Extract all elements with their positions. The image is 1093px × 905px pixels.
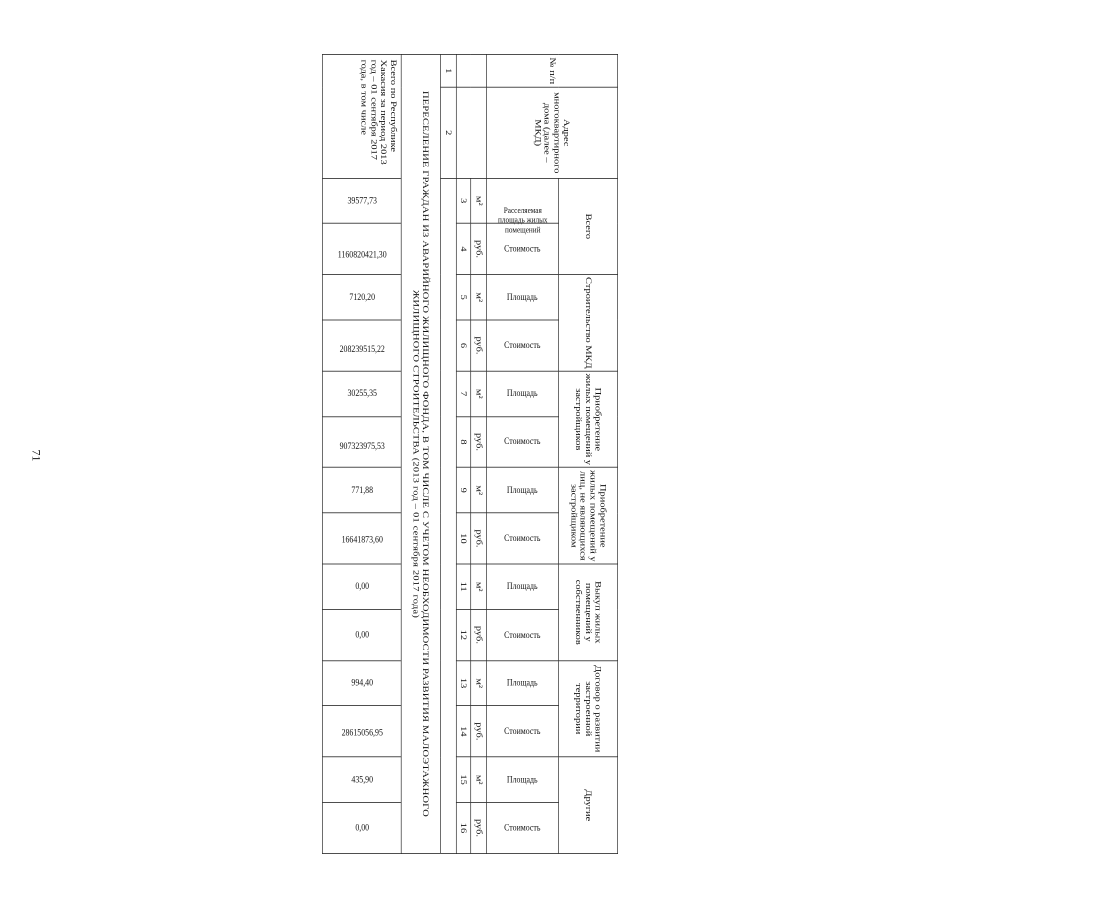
unit-cell: руб.: [471, 513, 487, 564]
column-number: 6: [456, 320, 470, 371]
column-number: 10: [456, 513, 470, 564]
subheader-area: Площадь: [486, 371, 558, 416]
subheader-area: Площадь: [486, 564, 558, 609]
total-value: 435,90: [322, 757, 401, 802]
spacer: [441, 178, 457, 854]
subheader-cost: Стоимость: [486, 609, 558, 660]
total-value: 39577,73: [322, 178, 401, 223]
column-number: 9: [456, 468, 470, 513]
document-table-frame: [93, 54, 1093, 854]
total-row-label: Всего по Республике Хакасия за период 2013 год – 01 сентября 2017 года, в том числе: [322, 54, 401, 178]
subheader-cost: Стоимость: [486, 513, 558, 564]
header-buyout: Выкуп жилых помещений у собственников: [559, 564, 618, 660]
total-value: 16641873,60: [322, 513, 401, 564]
column-number: 3: [456, 178, 470, 223]
header-total: Всего: [559, 178, 618, 274]
unit-cell: м²: [471, 468, 487, 513]
header-no: № п/п: [486, 54, 617, 87]
units-blank: [456, 54, 486, 87]
header-other: Другие: [559, 757, 618, 854]
total-value: 208239515,22: [322, 320, 401, 371]
column-number: 4: [456, 223, 470, 274]
header-acq-dev: Приобретение жилых помещений у застройщиков: [559, 371, 618, 467]
column-number: 12: [456, 609, 470, 660]
column-number: 16: [456, 802, 470, 853]
subheader-area: Площадь: [486, 757, 558, 802]
subheader-area: Площадь: [486, 275, 558, 320]
header-address: Адрес многоквартирного дома (далее – МКД): [486, 87, 617, 178]
total-value: 771,88: [322, 468, 401, 513]
unit-cell: руб.: [471, 609, 487, 660]
total-value: 0,00: [322, 609, 401, 660]
total-value: 30255,35: [322, 371, 401, 416]
header-acq-nondev: Приобретение жилых помещений у лиц, не являющихся застройщиком: [559, 468, 618, 564]
subheader-cost: Стоимость: [486, 416, 558, 467]
subheader-cost: Стоимость: [486, 802, 558, 853]
section-title: ПЕРЕСЕЛЕНИЕ ГРАЖДАН ИЗ АВАРИЙНОГО ЖИЛИЩНОГО ФОНДА, В ТОМ ЧИСЛЕ С УЧЕТОМ НЕОБХОДИМОСТИ РАЗВИТИЯ МАЛОЭТАЖНОГО ЖИЛИЩНОГО СТРОИТЕЛЬСТВА (2013 год – 01 сентября 2017 года): [401, 54, 440, 853]
unit-cell: руб.: [471, 223, 487, 274]
header-construction: Строительство МКД: [559, 275, 618, 371]
column-number: 1: [441, 54, 457, 87]
total-value: 0,00: [322, 802, 401, 853]
unit-cell: руб.: [471, 706, 487, 757]
subheader-resettled-area: Расселяемая площадь жилых помещений: [486, 178, 558, 223]
unit-cell: м²: [471, 275, 487, 320]
column-number: 11: [456, 564, 470, 609]
units-blank: [456, 87, 486, 178]
total-value: 1160820421,30: [322, 223, 401, 274]
subheader-area: Площадь: [486, 468, 558, 513]
unit-cell: м²: [471, 178, 487, 223]
subheader-cost: Стоимость: [486, 223, 558, 274]
total-value: 0,00: [322, 564, 401, 609]
subheader-area: Площадь: [486, 661, 558, 706]
subheader-cost: Стоимость: [486, 320, 558, 371]
unit-cell: руб.: [471, 416, 487, 467]
column-number: 5: [456, 275, 470, 320]
column-number: 14: [456, 706, 470, 757]
column-number: 15: [456, 757, 470, 802]
column-number: 2: [441, 87, 457, 178]
total-value: 907323975,53: [322, 416, 401, 467]
page-number: 71: [29, 449, 44, 462]
total-value: 28615056,95: [322, 706, 401, 757]
column-number: 13: [456, 661, 470, 706]
total-value: 7120,20: [322, 275, 401, 320]
subheader-cost: Стоимость: [486, 706, 558, 757]
column-number: 7: [456, 371, 470, 416]
unit-cell: м²: [471, 757, 487, 802]
unit-cell: м²: [471, 564, 487, 609]
column-number: 8: [456, 416, 470, 467]
resettlement-table: [322, 54, 618, 854]
total-value: 994,40: [322, 661, 401, 706]
header-dev-contract: Договор о развитии застроенной территории: [559, 661, 618, 757]
unit-cell: руб.: [471, 802, 487, 853]
unit-cell: руб.: [471, 320, 487, 371]
unit-cell: м²: [471, 661, 487, 706]
unit-cell: м²: [471, 371, 487, 416]
